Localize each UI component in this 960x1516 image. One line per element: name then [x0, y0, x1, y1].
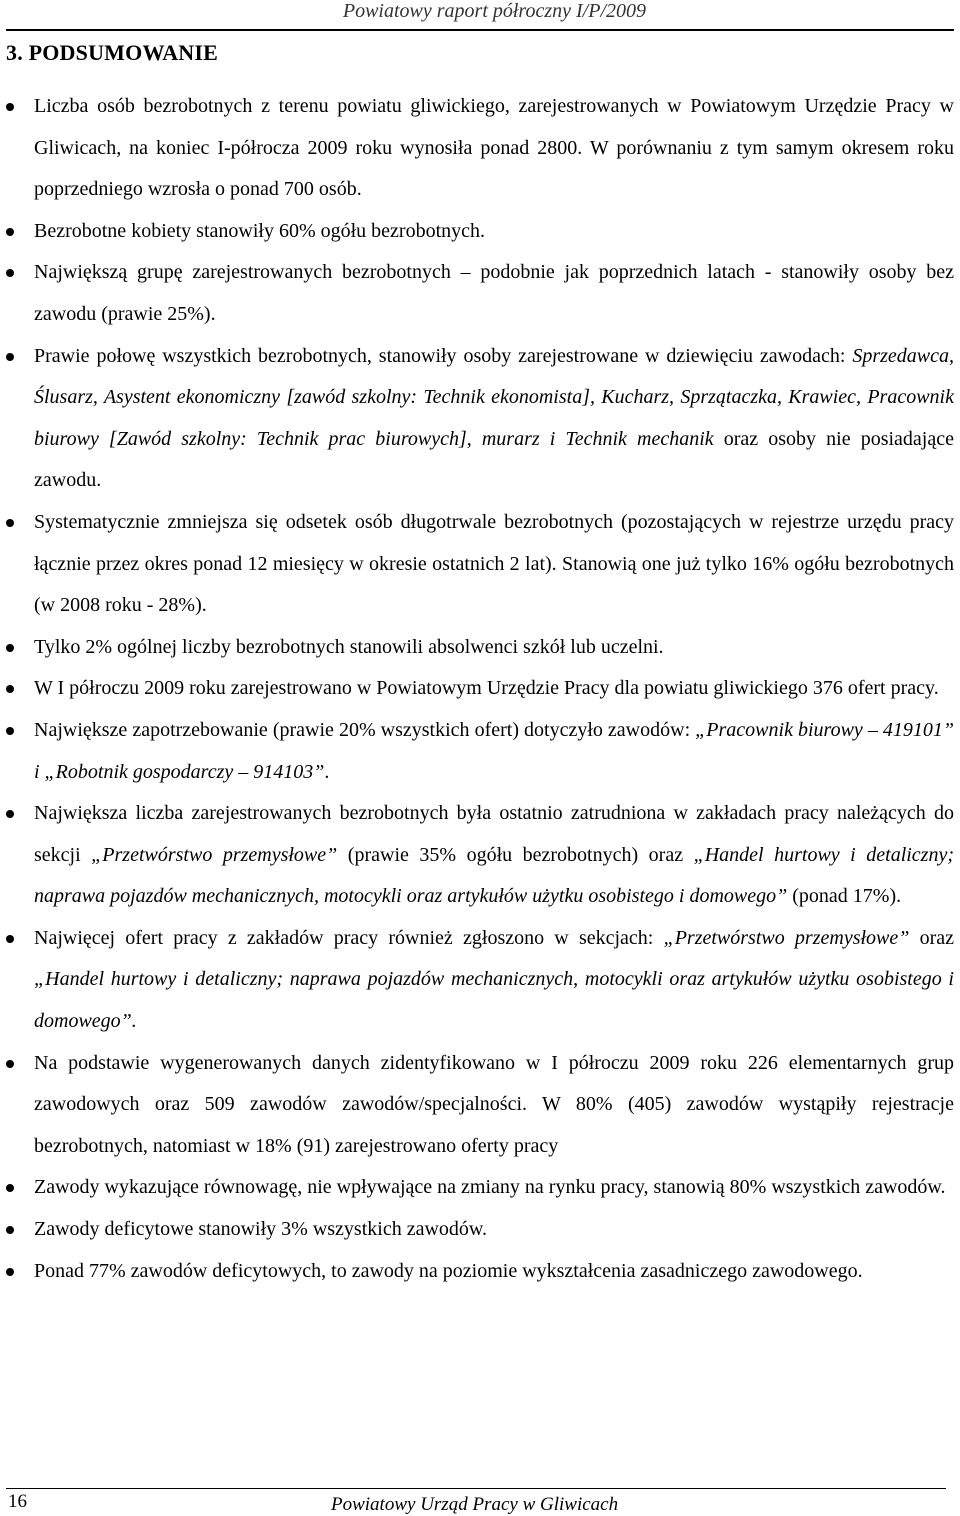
- page-number: 16: [8, 1491, 27, 1512]
- bullet-item: [0, 710, 954, 793]
- bullet-item: [0, 502, 954, 627]
- bullet-text: Zawody deficytowe stanowiły 3% wszystkich zawodów.: [34, 1218, 488, 1241]
- bullet-text: (ponad 17%).: [787, 885, 902, 908]
- bullet-text-italic: Sprzedawca, Ślusarz, Asystent ekonomiczny [zawód szkolny: Technik ekonomista], Kucharz, Sprzątaczka, Krawiec, Pracownik biurowy [Zawód szkolny: Technik prac biurowych], murarz i Technik mechanik: [34, 344, 954, 450]
- bullet-text-italic: „Przetwórstwo przemysłowe”: [663, 926, 910, 949]
- summary-bullet-list: [0, 86, 954, 1292]
- bullet-text: Bezrobotne kobiety stanowiły 60% ogółu bezrobotnych.: [34, 219, 486, 242]
- bullet-text-italic: „Handel hurtowy i detaliczny; naprawa pojazdów mechanicznych, motocykli oraz artykułów użytku osobistego i domowego”.: [34, 968, 954, 1033]
- header-rule: [6, 29, 954, 31]
- bullet-text: Prawie połowę wszystkich bezrobotnych, stanowiły osoby zarejestrowane w dziewięciu zawodach:: [34, 344, 853, 367]
- bullet-text: (prawie 35% ogółu bezrobotnych) oraz: [337, 843, 694, 866]
- bullet-text: Na podstawie wygenerowanych danych zidentyfikowano w I półroczu 2009 roku 226 elementarnych grup zawodowych oraz 509 zawodów zawodów/specjalności. W 80% (405) zawodów wystąpiły rejestracje bezrobotnych, natomiast w 18% (91) zarejestrowano oferty pracy: [34, 1051, 954, 1157]
- bullet-text: oraz osoby nie posiadające zawodu.: [34, 427, 954, 492]
- header-title: Powiatowy raport półroczny I/P/2009: [342, 0, 646, 22]
- section-title: 3. PODSUMOWANIE: [6, 40, 219, 65]
- bullet-text-italic: „Handel hurtowy i detaliczny; naprawa pojazdów mechanicznych, motocykli oraz artykułów użytku osobistego i domowego”: [34, 843, 954, 908]
- bullet-item: [0, 918, 954, 1043]
- bullet-item: [0, 1209, 954, 1251]
- bullet-text-italic: „Przetwórstwo przemysłowe”: [91, 843, 338, 866]
- bullet-item: [0, 86, 954, 211]
- bullet-text: Ponad 77% zawodów deficytowych, to zawody na poziomie wykształcenia zasadniczego zawodowego.: [34, 1259, 863, 1282]
- bullet-text: oraz: [909, 926, 954, 949]
- bullet-text: Największe zapotrzebowanie (prawie 20% wszystkich ofert) dotyczyło zawodów:: [34, 718, 696, 741]
- bullet-text: Tylko 2% ogólnej liczby bezrobotnych stanowili absolwenci szkół lub uczelni.: [34, 635, 664, 658]
- bullet-text: Największa liczba zarejestrowanych bezrobotnych była ostatnio zatrudniona w zakładach pracy należących do sekcji: [34, 802, 954, 866]
- bullet-item: [0, 1251, 954, 1293]
- bullet-text: W I półroczu 2009 roku zarejestrowano w Powiatowym Urzędzie Pracy dla powiatu gliwickiego 376 ofert pracy.: [34, 677, 939, 700]
- bullet-text-italic: „Pracownik biurowy – 419101” i „Robotnik gospodarczy – 914103”: [34, 718, 954, 783]
- bullet-text: Systematycznie zmniejsza się odsetek osób długotrwale bezrobotnych (pozostających w rejestrze urzędu pracy łącznie przez okres ponad 12 miesięcy w okresie ostatnich 2 lat). Stanowią one już tylko 16% ogółu bezrobotnych (w 2008 roku - 28%).: [34, 510, 954, 617]
- bullet-item: [0, 668, 954, 710]
- footer-rule: [6, 1488, 946, 1489]
- bullet-item: [0, 211, 954, 253]
- bullet-text: Zawody wykazujące równowagę, nie wpływające na zmiany na rynku pracy, stanowią 80% wszystkich zawodów.: [34, 1176, 946, 1199]
- bullet-item: [0, 1043, 954, 1168]
- bullet-text: .: [324, 760, 330, 783]
- bullet-item: [0, 793, 954, 918]
- bullet-text: Największą grupę zarejestrowanych bezrobotnych – podobnie jak poprzednich latach - stanowiły osoby bez zawodu (prawie 25%).: [34, 261, 954, 325]
- footer-title: Powiatowy Urząd Pracy w Gliwicach: [331, 1494, 619, 1515]
- bullet-text: Najwięcej ofert pracy z zakładów pracy również zgłoszono w sekcjach:: [34, 926, 664, 949]
- bullet-item: [0, 1167, 954, 1209]
- bullet-item: [0, 336, 954, 502]
- bullet-item: [0, 252, 954, 335]
- bullet-item: [0, 627, 954, 669]
- bullet-text: Liczba osób bezrobotnych z terenu powiatu gliwickiego, zarejestrowanych w Powiatowym Urzędzie Pracy w Gliwicach, na koniec I-półrocza 2009 roku wynosiła ponad 2800. W porównaniu z tym samym okresem roku poprzedniego wzrosła o ponad 700 osób.: [34, 95, 954, 201]
